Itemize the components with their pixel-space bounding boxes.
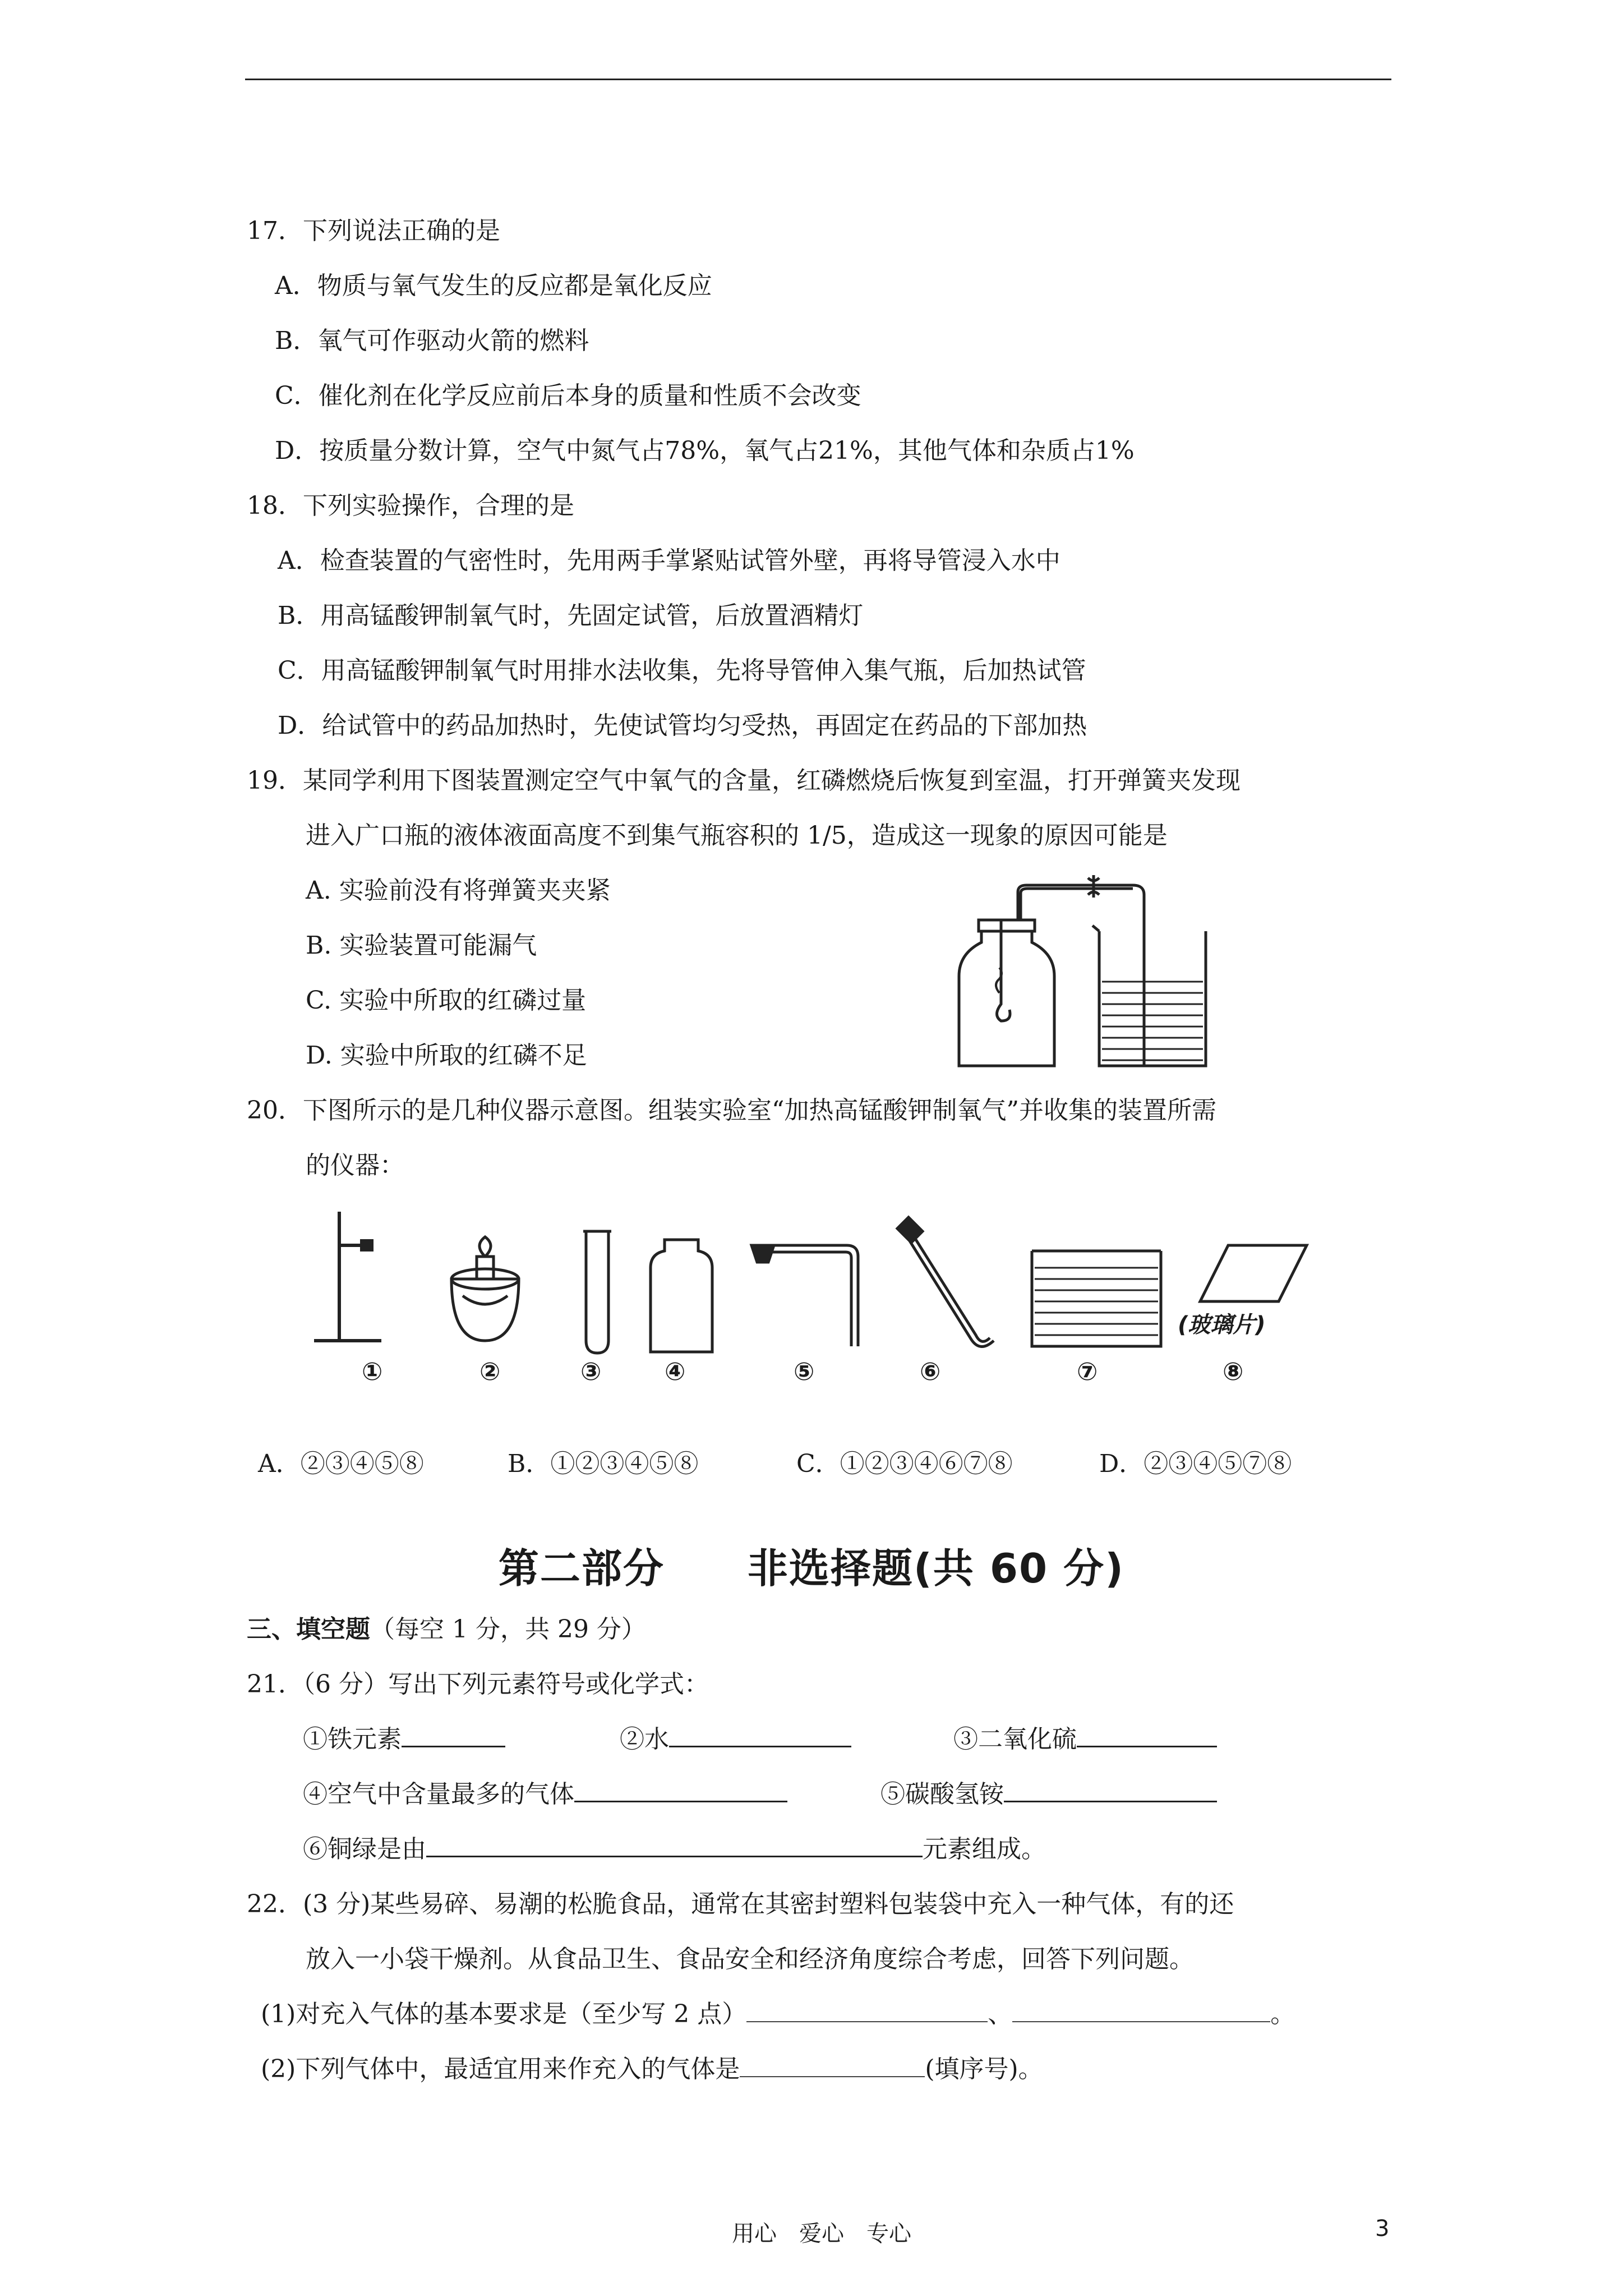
q18-option-c: C．用高锰酸钾制氧气时用排水法收集，先将导管伸入集气瓶，后加热试管: [278, 656, 1086, 685]
q22-stem-line2: 放入一小袋干燥剂。从食品卫生、食品安全和经济角度综合考虑，回答下列问题。: [306, 1945, 1194, 1973]
q20-option-a: A．②③④⑤⑧: [258, 1450, 424, 1478]
bottle-stopper: [979, 920, 1035, 931]
q20-stem-line1: 20．下图所示的是几种仪器示意图。组装实验室“加热高锰酸钾制氧气”并收集的装置所需: [247, 1096, 1216, 1125]
wide-mouth-bottle: [959, 928, 1054, 1066]
q22-blank-1a[interactable]: [746, 1999, 988, 2022]
oxygen-measurement-apparatus: [948, 881, 1262, 1077]
q21-blank-4[interactable]: [574, 1778, 787, 1802]
instrument-label-2: ②: [479, 1358, 501, 1386]
footer-motto: 用心 爱心 专心: [732, 2221, 911, 2247]
instrument-label-8: ⑧: [1223, 1358, 1244, 1386]
instrument-8-glass-plate: [1195, 1240, 1312, 1307]
instrument-2-alcohol-lamp: [446, 1234, 524, 1346]
instrument-1-iron-stand: [308, 1206, 387, 1352]
q21-blank-3[interactable]: [1077, 1723, 1217, 1747]
q21-item-1: ①铁元素: [303, 1723, 505, 1756]
q18-option-a: A．检查装置的气密性时，先用两手掌紧贴试管外壁，再将导管浸入水中: [278, 546, 1061, 575]
beaker: [1092, 926, 1206, 1066]
section3-heading: [247, 1613, 646, 1646]
instrument-label-3: ③: [580, 1358, 602, 1386]
q21-stem: 21．（6 分）写出下列元素符号或化学式：: [247, 1670, 709, 1699]
q21-blank-1[interactable]: [402, 1723, 505, 1747]
q19-option-a: A. 实验前没有将弹簧夹夹紧: [306, 876, 611, 905]
q19-option-c: C. 实验中所取的红磷过量: [306, 986, 587, 1015]
combustion-spoon: [997, 920, 1011, 1021]
q22-blank-2[interactable]: [740, 2054, 925, 2077]
instrument-label-6: ⑥: [920, 1358, 941, 1386]
instrument-7-water-trough: [1026, 1245, 1166, 1352]
q17-option-b: B．氧气可作驱动火箭的燃料: [275, 326, 589, 355]
q17-option-a: A．物质与氧气发生的反应都是氧化反应: [275, 272, 712, 300]
q20-option-c: C．①②③④⑥⑦⑧: [796, 1450, 1013, 1478]
q19-option-b: B. 实验装置可能漏气: [306, 931, 537, 960]
q22-blank-1b[interactable]: [1012, 1999, 1270, 2022]
q20-option-d: D．②③④⑤⑦⑧: [1099, 1450, 1292, 1478]
q21-blank-2[interactable]: [669, 1723, 851, 1747]
q22-part-2: (2)下列气体中，最适宜用来作充入的气体是 (填序号)。: [261, 2055, 1043, 2083]
page-number: 3: [1375, 2216, 1390, 2242]
q18-option-d: D．给试管中的药品加热时，先使试管均匀受热，再固定在药品的下部加热: [278, 711, 1087, 740]
instrument-6-bent-tube-with-stopper: [886, 1212, 998, 1358]
part2-title: 第二部分 非选择题(共 60 分): [498, 1545, 1125, 1592]
q18-stem: 18．下列实验操作，合理的是: [247, 491, 574, 520]
q19-stem-line2: 进入广口瓶的液体液面高度不到集气瓶容积的 1/5，造成这一现象的原因可能是: [306, 821, 1168, 850]
q17-option-c: C．催化剂在化学反应前后本身的质量和性质不会改变: [275, 381, 861, 410]
instrument-3-test-tube: [580, 1228, 614, 1358]
q22-stem-line1: 22．(3 分)某些易碎、易潮的松脆食品，通常在其密封塑料包装袋中充入一种气体，有的还: [247, 1890, 1234, 1918]
instrument-label-7: ⑦: [1077, 1358, 1098, 1386]
instrument-label-1: ①: [362, 1358, 383, 1386]
instrument-5-delivery-tube: [746, 1217, 869, 1352]
q21-item-5: ⑤碳酸氢铵: [880, 1778, 1217, 1811]
q20-option-b: B．①②③④⑤⑧: [508, 1450, 699, 1478]
instrument-4-gas-jar: [645, 1234, 718, 1358]
section3-note: （每空 1 分，共 29 分）: [370, 1615, 646, 1644]
header-rule: [245, 79, 1391, 80]
q21-item-2: ②水: [620, 1723, 851, 1756]
instrument-label-5: ⑤: [794, 1358, 815, 1386]
glass-tube: [1018, 885, 1144, 1066]
q17-option-d: D．按质量分数计算，空气中氮气占78%，氧气占21%，其他气体和杂质占1%: [275, 436, 1135, 465]
q21-blank-6[interactable]: [426, 1833, 923, 1857]
instrument-label-4: ④: [665, 1358, 686, 1386]
q18-option-b: B．用高锰酸钾制氧气时，先固定试管，后放置酒精灯: [278, 601, 864, 630]
q21-blank-5[interactable]: [1004, 1778, 1217, 1802]
q22-part-1: (1)对充入气体的基本要求是（至少写 2 点） 、 。: [261, 2000, 1295, 2028]
section3-title: 三、填空题: [247, 1615, 370, 1644]
q21-item-4: ④空气中含量最多的气体: [303, 1778, 787, 1811]
glass-plate-label: (玻璃片): [1178, 1312, 1266, 1338]
q19-stem-line1: 19．某同学利用下图装置测定空气中氧气的含量，红磷燃烧后恢复到室温，打开弹簧夹发现: [247, 766, 1241, 795]
q21-item-6: ⑥铜绿是由 元素组成。: [303, 1833, 1046, 1866]
q21-item-3: ③二氧化硫: [953, 1723, 1217, 1756]
q19-option-d: D. 实验中所取的红磷不足: [306, 1041, 587, 1070]
q20-stem-line2: 的仪器：: [306, 1151, 404, 1180]
q17-stem: 17．下列说法正确的是: [247, 217, 500, 245]
